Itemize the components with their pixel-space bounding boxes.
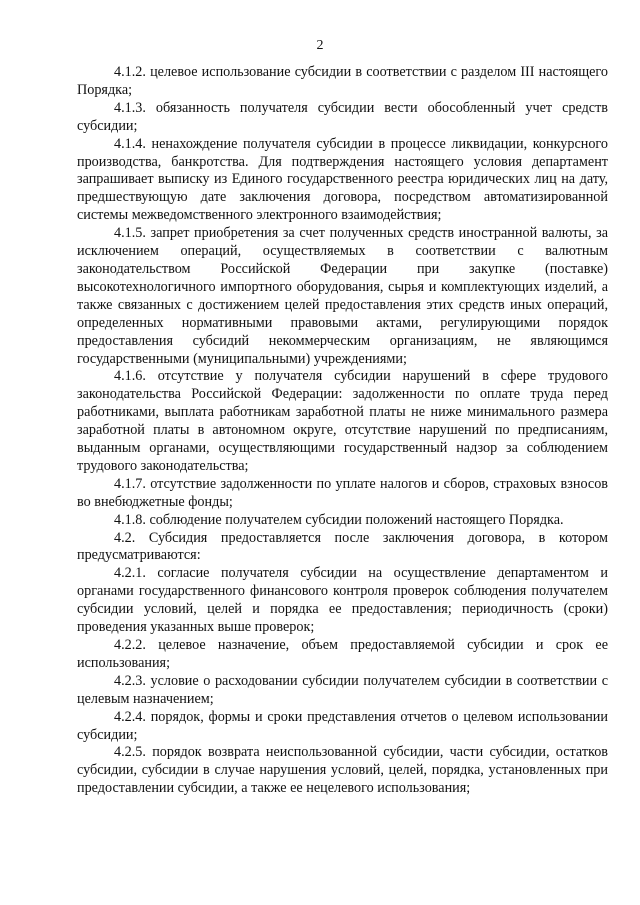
paragraph-4-2-1: 4.2.1. согласие получателя субсидии на осуществление департаментом и органами государственного финансового контроля проверок соблюдения получателем субсидии условий, целей и порядка ее предоставления; периодичность (сроки) проведения указанных выше проверок; bbox=[77, 565, 608, 636]
page-number: 2 bbox=[316, 38, 324, 53]
paragraph-4-2-4: 4.2.4. порядок, формы и сроки представления отчетов о целевом использовании субсидии; bbox=[77, 708, 608, 743]
paragraph-4-2: 4.2. Субсидия предоставляется после заключения договора, в котором предусматриваются: bbox=[77, 529, 608, 564]
paragraph-4-1-8: 4.1.8. соблюдение получателем субсидии положений настоящего Порядка. bbox=[114, 511, 564, 528]
paragraph-4-1-7: 4.1.7. отсутствие задолженности по уплате налогов и сборов, страховых взносов во внебюджетные фонды; bbox=[77, 475, 608, 510]
paragraph-4-2-3: 4.2.3. условие о расходовании субсидии получателем субсидии в соответствии с целевым назначением; bbox=[77, 672, 608, 707]
document-body bbox=[77, 64, 608, 798]
paragraph-4-2-5: 4.2.5. порядок возврата неиспользованной субсидии, части субсидии, остатков субсидии, субсидии в случае нарушения условий, целей, порядка, установленных при предоставлении субсидии, а также ее нецелевого использования; bbox=[77, 744, 608, 797]
paragraph-4-1-2: 4.1.2. целевое использование субсидии в соответствии с разделом III настоящего Порядка; bbox=[77, 64, 608, 98]
paragraph-4-1-4: 4.1.4. ненахождение получателя субсидии в процессе ликвидации, конкурсного производства, банкротства. Для подтверждения настоящего условия департамент запрашивает выписку из Единого государственного реестра юридических лиц на дату, предшествующую дате заключения договора, посредством автоматизированной системы межведомственного электронного взаимодействия; bbox=[77, 135, 608, 224]
paragraph-4-1-3: 4.1.3. обязанность получателя субсидии вести обособленный учет средств субсидии; bbox=[77, 99, 608, 134]
paragraph-4-2-2: 4.2.2. целевое назначение, объем предоставляемой субсидии и срок ее использования; bbox=[77, 637, 608, 671]
paragraph-4-1-6: 4.1.6. отсутствие у получателя субсидии нарушений в сфере трудового законодательства Российской Федерации: задолженности по оплате труда перед работниками, выплата работникам заработной платы не ниже минимального размера заработной платы в автономном округе, отсутствие нарушений по предписаниям, выданным органами, осуществляющими государственный надзор за соблюдением трудового законодательства; bbox=[77, 368, 608, 474]
paragraph-4-1-5: 4.1.5. запрет приобретения за счет полученных средств иностранной валюты, за исключением операций, осуществляемых в соответствии с валютным законодательством Российской Федерации при закупке (поставке) высокотехнологичного импортного оборудования, сырья и комплектующих изделий, а также связанных с достижением целей предоставления этих средств иных операций, определенных нормативными правовыми актами, регулирующими порядок предоставления субсидий некоммерческим организациям, не являющимся государственными (муниципальными) учреждениями; bbox=[77, 225, 608, 367]
